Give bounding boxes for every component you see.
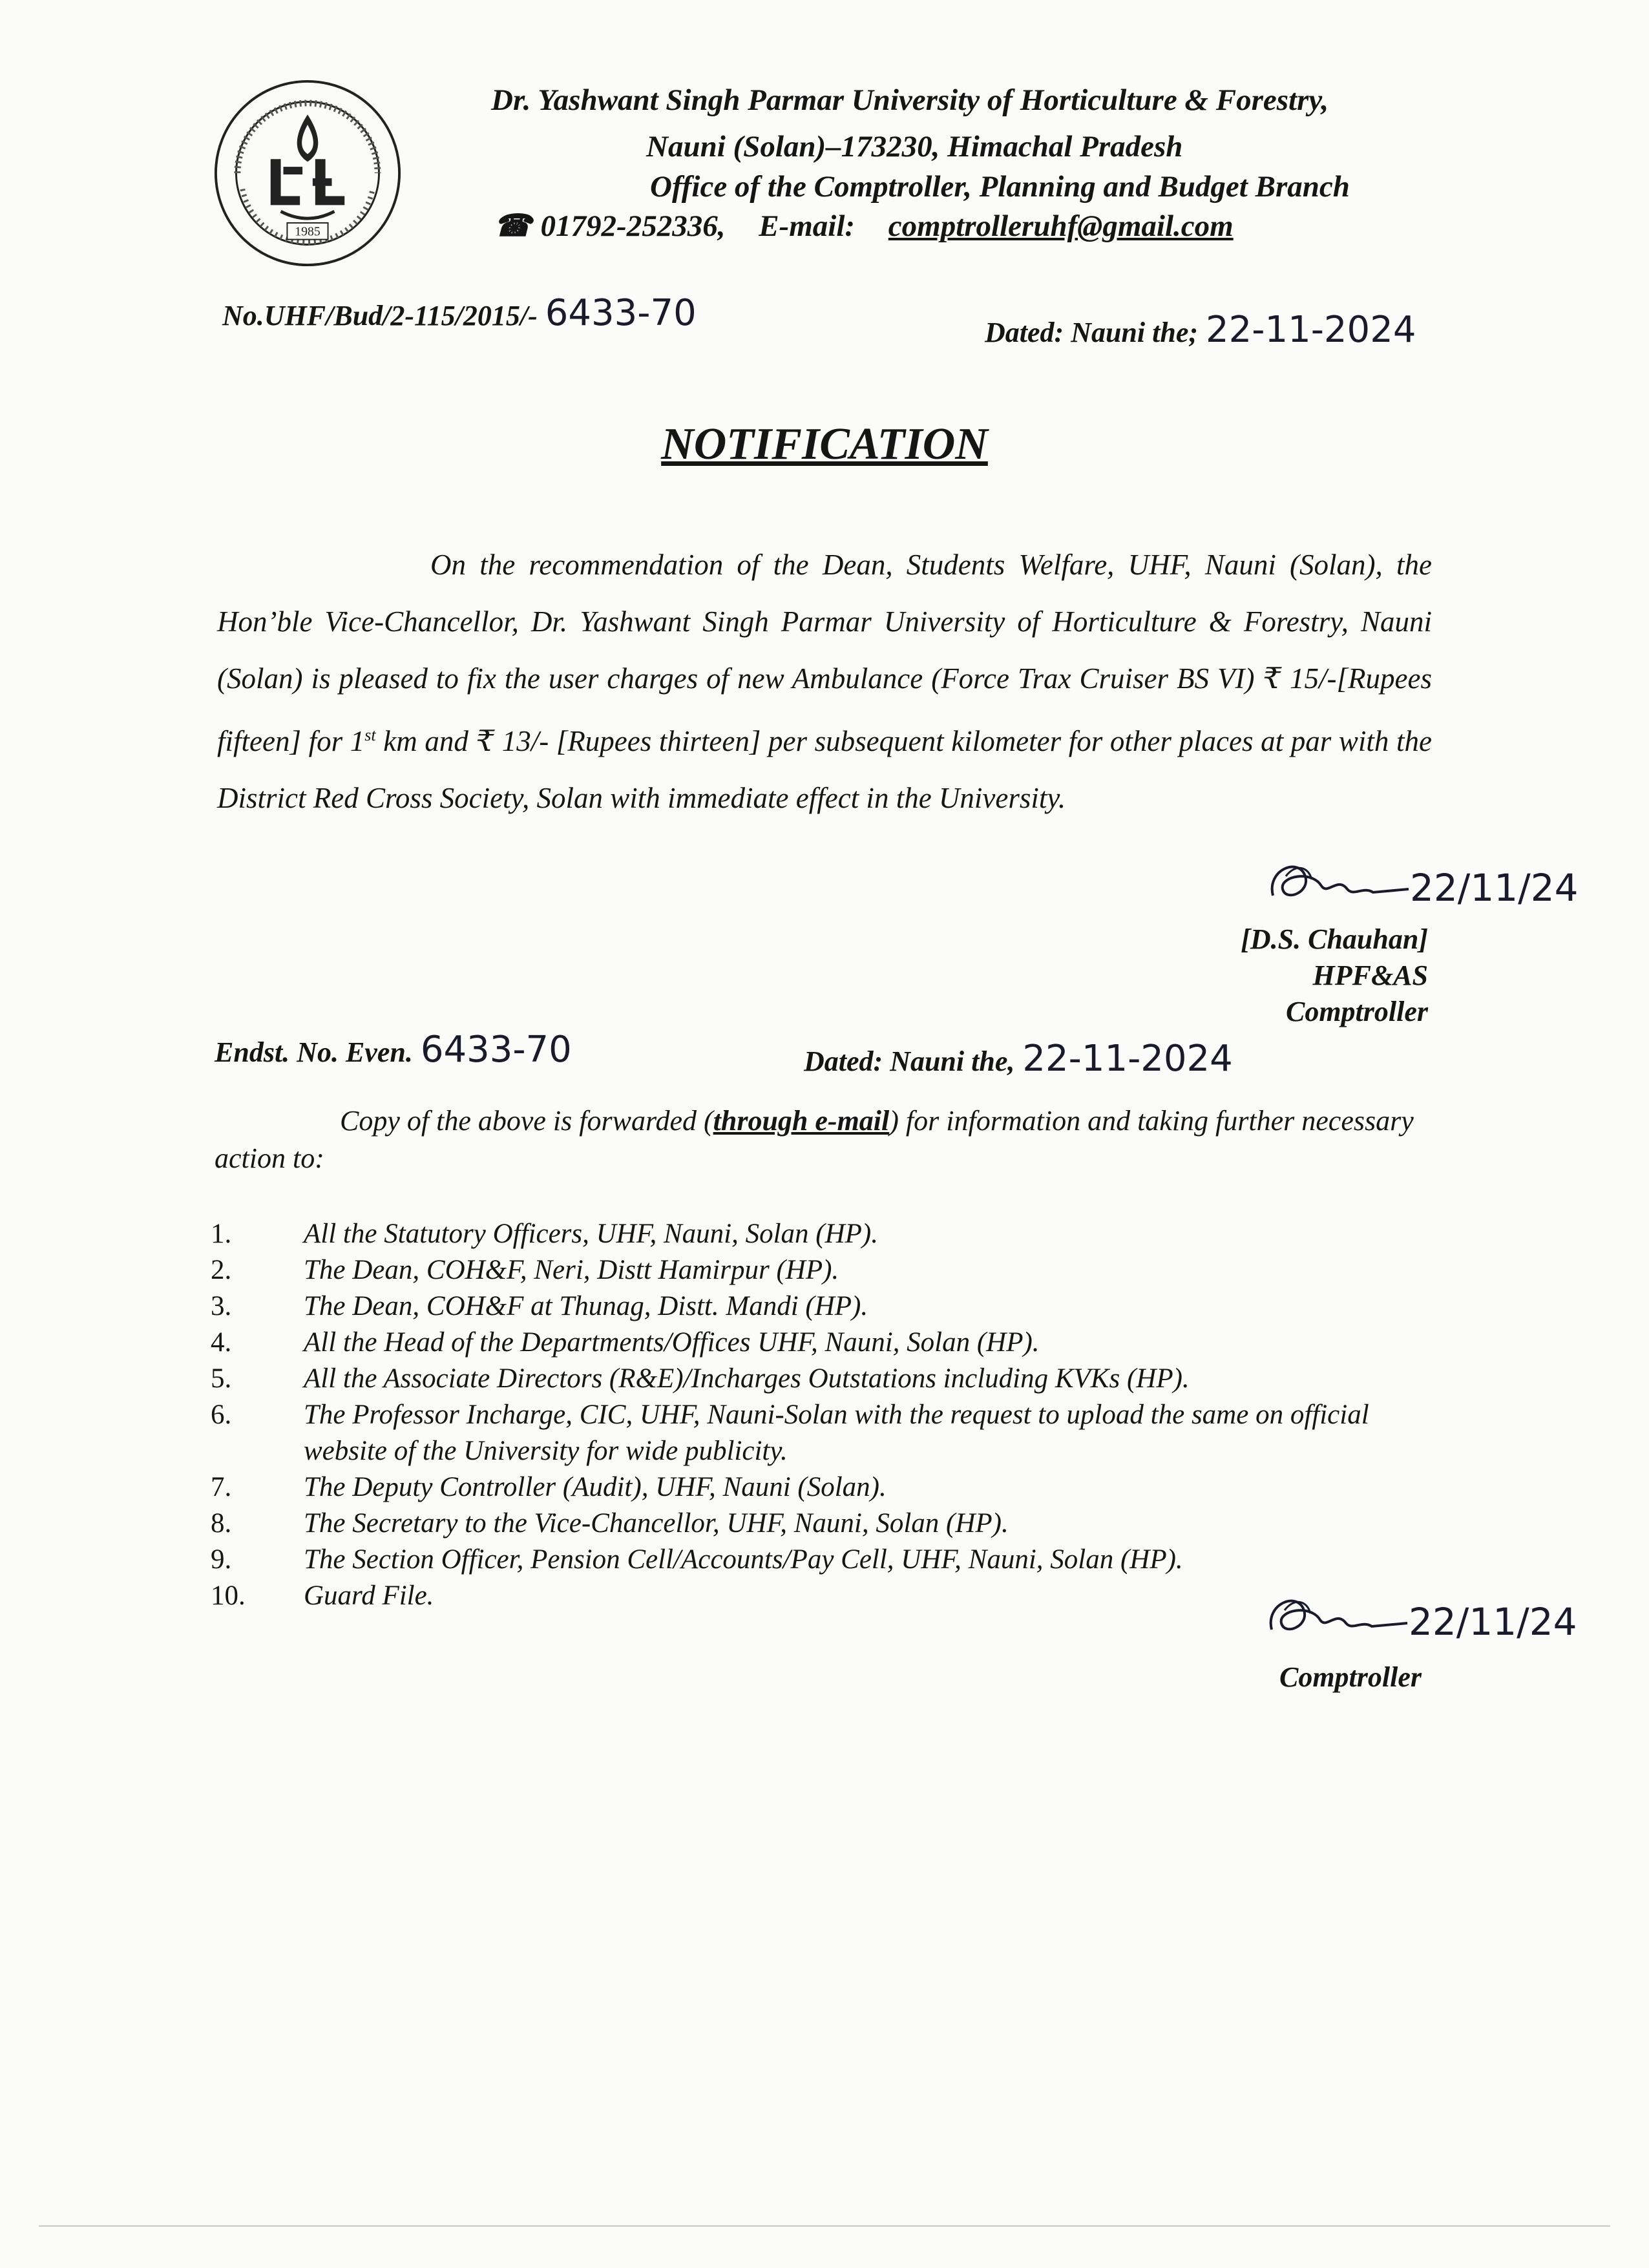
email-label: E-mail:: [759, 209, 856, 243]
list-item-number: 7.: [211, 1472, 232, 1502]
phone-number: 01792-252336,: [540, 209, 726, 243]
copy-note-emphasis: through e-mail: [713, 1105, 890, 1137]
list-item: [211, 1288, 1438, 1325]
reference-date: [985, 309, 1416, 351]
endorsement-date-prefix: Dated: Nauni the,: [804, 1045, 1015, 1077]
page-divider: [39, 2225, 1610, 2227]
signature-date: 22/11/24: [1410, 866, 1579, 910]
office-name: Office of the Comptroller, Planning and Budget Branch: [650, 170, 1350, 204]
list-item: [211, 1252, 1438, 1288]
list-item-text: The Section Officer, Pension Cell/Accounts/Pay Cell, UHF, Nauni, Solan (HP).: [304, 1544, 1183, 1575]
list-item: [211, 1216, 1438, 1252]
list-item: [211, 1361, 1438, 1397]
signer-role: Comptroller: [1285, 996, 1428, 1027]
list-item-number: 8.: [211, 1508, 232, 1538]
list-item-number: 3.: [211, 1291, 232, 1321]
copy-note-before: Copy of the above is forwarded (: [340, 1105, 713, 1137]
copy-forward-note: [215, 1102, 1436, 1177]
notification-body: [217, 536, 1432, 826]
list-item: [211, 1325, 1438, 1361]
reference-date-handwritten: 22-11-2024: [1206, 309, 1416, 351]
signer-name: [D.S. Chauhan]: [1241, 923, 1428, 955]
logo-year: 1985: [295, 224, 320, 239]
list-item-text: Guard File.: [304, 1580, 434, 1611]
list-item-number: 10.: [211, 1580, 246, 1611]
body-text-part2: km and ₹ 13/- [Rupees thirteen] per subsequent kilometer for other places at par with the District Red Cross Society, Solan with immediate effect in the University.: [217, 725, 1433, 814]
university-seal-icon: [212, 78, 403, 269]
signature-mark: [1260, 850, 1579, 921]
list-item: [211, 1397, 1438, 1469]
list-item-number: 9.: [211, 1544, 232, 1575]
reference-date-prefix: Dated: Nauni the;: [985, 317, 1198, 348]
reference-number-handwritten: 6433-70: [545, 292, 697, 334]
list-item-text: The Dean, COH&F at Thunag, Distt. Mandi (HP).: [304, 1291, 868, 1321]
list-item-number: 6.: [211, 1400, 232, 1430]
signature-mark: [1259, 1584, 1577, 1655]
list-item-number: 4.: [211, 1327, 232, 1358]
reference-number: [222, 292, 697, 334]
list-item-text: All the Head of the Departments/Offices UHF, Nauni, Solan (HP).: [304, 1327, 1040, 1358]
contact-line: [494, 208, 1234, 244]
endorsement-number: [215, 1029, 572, 1071]
list-item-number: 5.: [211, 1363, 232, 1394]
endorsement-date-handwritten: 22-11-2024: [1022, 1038, 1233, 1080]
list-item: [211, 1578, 1438, 1614]
list-item-text: All the Associate Directors (R&E)/Incharges Outstations including KVKs (HP).: [304, 1363, 1190, 1394]
body-text-part1: On the recommendation of the Dean, Students Welfare, UHF, Nauni (Solan), the Hon’ble Vice-Chancellor, Dr. Yashwant Singh Parmar University of Horticulture & Forestry, Nauni (Solan) is pleased to fix the user charges of new Ambulance (Force Trax Cruiser BS VI) ₹ 15/-[Rupees fifteen] for 1: [217, 549, 1432, 757]
distribution-list: [211, 1216, 1438, 1614]
signer-designation: HPF&AS: [1312, 960, 1428, 991]
list-item-text: The Deputy Controller (Audit), UHF, Nauni (Solan).: [304, 1472, 887, 1502]
endorsement-number-prefix: Endst. No. Even.: [215, 1036, 413, 1068]
list-item: [211, 1506, 1438, 1542]
body-superscript: st: [364, 726, 376, 744]
email-link[interactable]: comptrolleruhf@gmail.com: [888, 209, 1234, 243]
copy-note-after: ) for information and taking further necessary action to:: [215, 1105, 1414, 1174]
list-item-text: The Dean, COH&F, Neri, Distt Hamirpur (HP).: [304, 1255, 839, 1285]
telephone-icon: ☎: [494, 209, 532, 243]
reference-number-prefix: No.UHF/Bud/2-115/2015/-: [222, 300, 538, 331]
endorsement-date: [804, 1038, 1233, 1080]
signature-date: 22/11/24: [1409, 1600, 1577, 1644]
list-item-number: 1.: [211, 1219, 232, 1249]
list-item-number: 2.: [211, 1255, 232, 1285]
list-item-text: The Professor Incharge, CIC, UHF, Nauni-Solan with the request to upload the same on official website of the University for wide publicity.: [304, 1400, 1369, 1466]
page-title: NOTIFICATION: [661, 419, 988, 469]
list-item: [211, 1542, 1438, 1578]
list-item-text: All the Statutory Officers, UHF, Nauni, Solan (HP).: [304, 1219, 878, 1249]
university-name: Dr. Yashwant Singh Parmar University of Horticulture & Forestry,: [491, 83, 1329, 117]
list-item-text: The Secretary to the Vice-Chancellor, UHF, Nauni, Solan (HP).: [304, 1508, 1009, 1538]
endorsement-number-handwritten: 6433-70: [420, 1029, 572, 1071]
final-signer-role: Comptroller: [1279, 1661, 1422, 1693]
list-item: [211, 1469, 1438, 1506]
university-address: Nauni (Solan)–173230, Himachal Pradesh: [646, 130, 1183, 163]
